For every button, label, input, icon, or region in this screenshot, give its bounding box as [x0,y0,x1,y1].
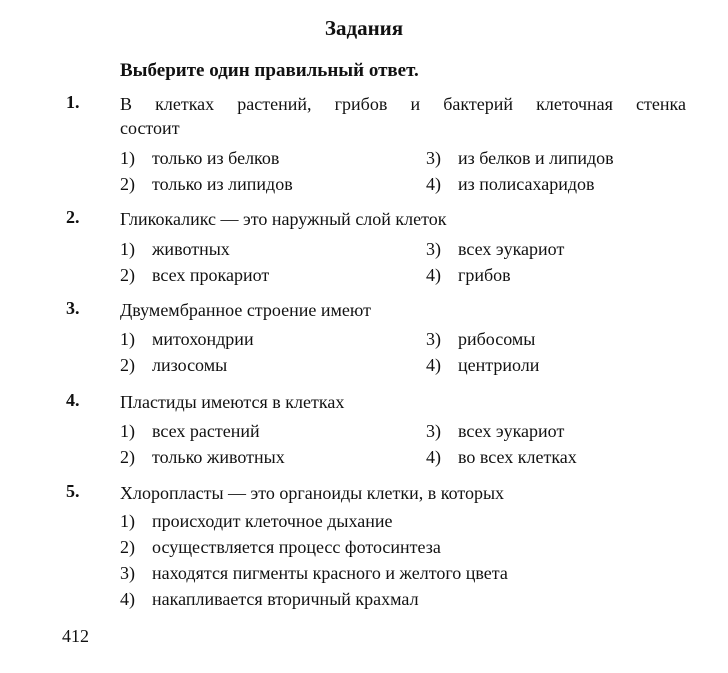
option-number: 1) [120,239,135,259]
option-text: находятся пигменты красного и желтого цвета [152,563,508,583]
option-2 [120,174,293,195]
option-1 [120,511,393,532]
option-4 [426,174,595,195]
option-text: грибов [458,265,511,285]
option-1 [120,239,230,260]
option-number: 2) [120,265,135,285]
option-text: во всех клетках [458,447,577,467]
option-4 [426,265,511,286]
option-text: из белков и липидов [458,148,614,168]
question-text: Гликокаликс — это наружный слой клеток [120,209,447,229]
option-number: 4) [426,447,441,467]
option-1 [120,148,279,169]
question-number: 2. [66,207,80,227]
question-text: Двумембранное строение имеют [120,300,371,320]
option-number: 1) [120,511,135,531]
option-text: происходит клеточное дыхание [152,511,393,531]
option-4 [426,447,577,468]
option-text: животных [152,239,230,259]
question-text-line-1: В клетках растений, грибов и бактерий клеточная стенка [120,94,686,114]
option-number: 3) [426,421,441,441]
option-3 [120,563,508,584]
option-text: накапливается вторичный крахмал [152,589,419,609]
option-number: 3) [426,148,441,168]
question-number: 5. [66,481,80,501]
option-text: митохондрии [152,329,254,349]
option-2 [120,537,441,558]
question-number: 4. [66,390,80,410]
instruction: Выберите один правильный ответ. [120,60,419,81]
option-4 [120,589,419,610]
option-number: 4) [120,589,135,609]
option-number: 4) [426,265,441,285]
option-3 [426,148,614,169]
option-number: 4) [426,355,441,375]
question-text-line-2: состоит [120,118,180,138]
option-text: всех эукариот [458,239,565,259]
option-number: 1) [120,329,135,349]
option-text: рибосомы [458,329,536,349]
option-text: всех эукариот [458,421,565,441]
option-text: только животных [152,447,285,467]
option-2 [120,355,227,376]
option-3 [426,239,564,260]
question-text: Пластиды имеются в клетках [120,392,345,412]
question-number: 3. [66,298,80,318]
option-text: всех растений [152,421,260,441]
option-number: 1) [120,421,135,441]
option-text: осуществляется процесс фотосинтеза [152,537,441,557]
option-number: 2) [120,447,135,467]
option-3 [426,421,564,442]
option-text: из полисахаридов [458,174,595,194]
option-number: 2) [120,355,135,375]
option-number: 3) [120,563,135,583]
option-text: только из липидов [152,174,293,194]
option-4 [426,355,539,376]
option-number: 3) [426,329,441,349]
option-text: центриоли [458,355,540,375]
option-text: всех прокариот [152,265,270,285]
option-2 [120,265,269,286]
option-2 [120,447,285,468]
option-1 [120,329,254,350]
option-number: 2) [120,174,135,194]
page-number: 412 [62,626,89,646]
option-number: 1) [120,148,135,168]
option-number: 2) [120,537,135,557]
option-text: лизосомы [152,355,228,375]
option-3 [426,329,535,350]
question-number: 1. [66,92,80,112]
option-number: 4) [426,174,441,194]
option-number: 3) [426,239,441,259]
option-text: только из белков [152,148,280,168]
question-text: Хлоропласты — это органоиды клетки, в которых [120,483,505,503]
option-1 [120,421,260,442]
page-title: Задания [324,16,404,40]
